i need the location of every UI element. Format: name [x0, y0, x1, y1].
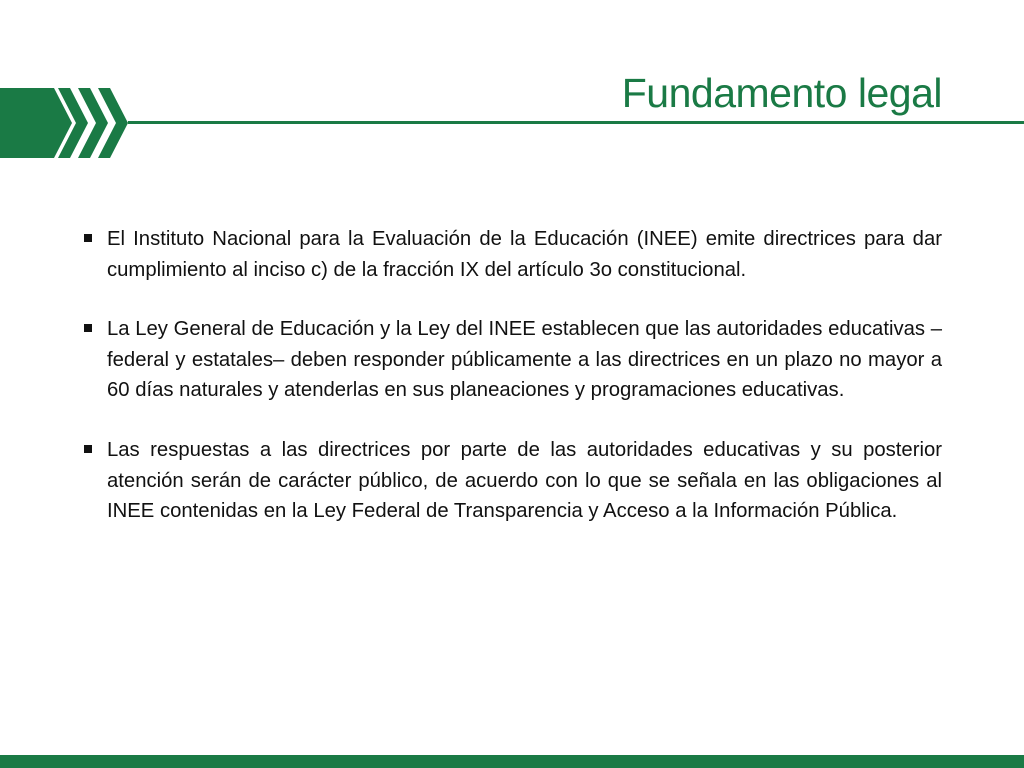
square-bullet-icon	[84, 445, 92, 453]
header-green-block	[0, 88, 72, 158]
list-item	[80, 435, 942, 527]
footer-bar	[0, 755, 1024, 768]
bullet-text: Las respuestas a las directrices por parte de las autoridades educativas y su posterior atención serán de carácter público, de acuerdo con lo que se señala en las obligaciones al INEE contenidas en la Ley Federal de Transparencia y Acceso a la Información Pública.	[107, 438, 942, 523]
chevrons-right-icon	[0, 84, 140, 164]
bullet-text: El Instituto Nacional para la Evaluación de la Educación (INEE) emite directrices para dar cumplimiento al inciso c) de la fracción IX del artículo 3o constitucional.	[107, 228, 942, 281]
list-item	[80, 314, 942, 406]
square-bullet-icon	[84, 234, 92, 242]
bullet-text: La Ley General de Educación y la Ley del INEE establecen que las autoridades educativas –federal y estatales– deben responder públicamente a las directrices en un plazo no mayor a 60 días naturales y atenderlas en sus planeaciones y programaciones educativas.	[107, 318, 942, 402]
list-item	[80, 224, 942, 285]
title-rule	[128, 121, 1024, 124]
bullet-list	[80, 224, 942, 556]
page-title: Fundamento legal	[621, 70, 942, 116]
square-bullet-icon	[84, 324, 92, 332]
